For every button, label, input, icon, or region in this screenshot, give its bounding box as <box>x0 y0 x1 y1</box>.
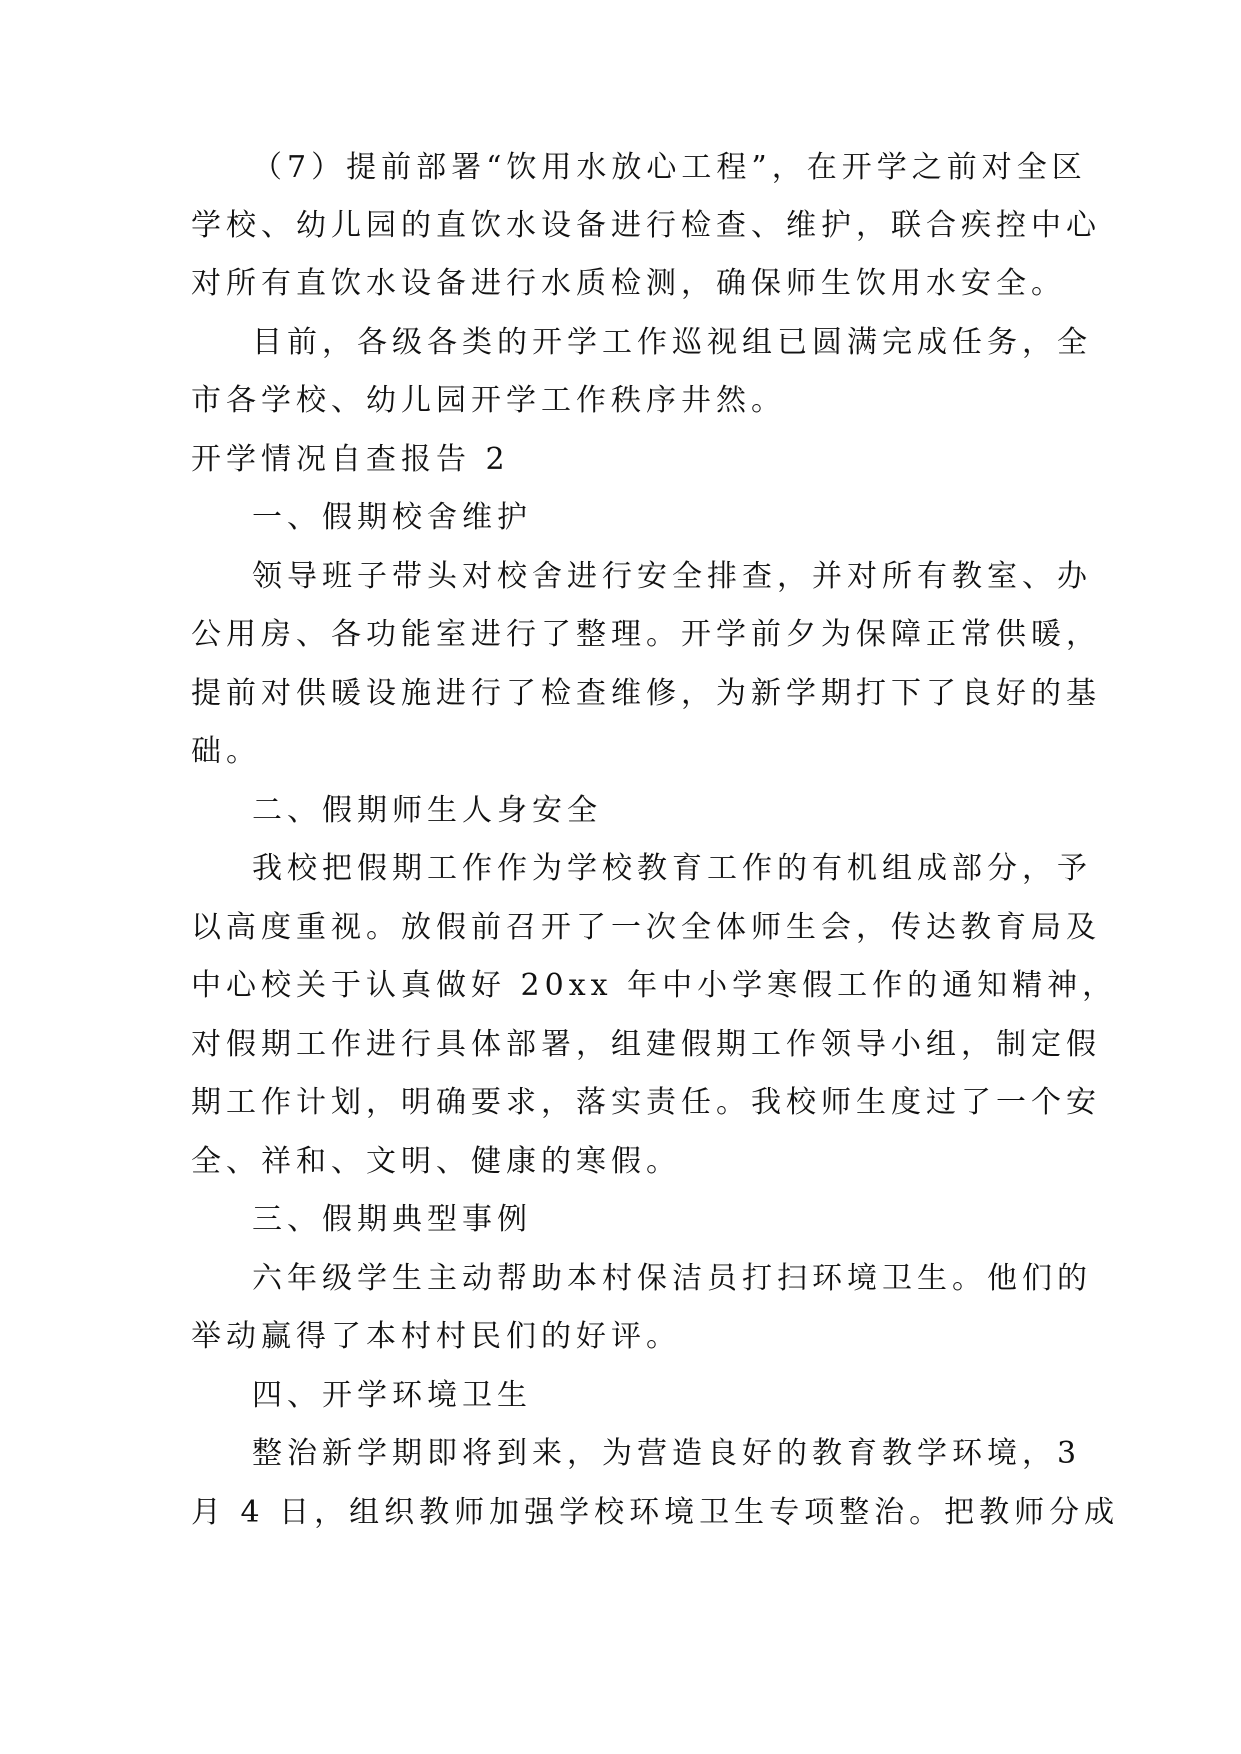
paragraph-line: 以高度重视。放假前召开了一次全体师生会，传达教育局及 <box>191 910 1101 945</box>
paragraph-line: 领导班子带头对校舍进行安全排查，并对所有教室、办 <box>252 559 1092 594</box>
section-heading: 二、假期师生人身安全 <box>252 793 602 828</box>
paragraph-line: 中心校关于认真做好 20xx 年中小学寒假工作的通知精神， <box>191 968 1118 1003</box>
paragraph-line: 对所有直饮水设备进行水质检测，确保师生饮用水安全。 <box>191 266 1066 301</box>
paragraph-line: 期工作计划，明确要求，落实责任。我校师生度过了一个安 <box>191 1085 1101 1120</box>
paragraph-line: 提前对供暖设施进行了检查维修，为新学期打下了良好的基 <box>191 676 1101 711</box>
paragraph-line: 六年级学生主动帮助本村保洁员打扫环境卫生。他们的 <box>252 1261 1092 1296</box>
paragraph-line: 全、祥和、文明、健康的寒假。 <box>191 1144 681 1179</box>
paragraph-line: 市各学校、幼儿园开学工作秩序井然。 <box>191 383 786 418</box>
section-heading: 三、假期典型事例 <box>252 1202 532 1237</box>
paragraph-line: 目前，各级各类的开学工作巡视组已圆满完成任务，全 <box>252 325 1092 360</box>
paragraph-line: 公用房、各功能室进行了整理。开学前夕为保障正常供暖， <box>191 617 1101 652</box>
paragraph-line: 我校把假期工作作为学校教育工作的有机组成部分，予 <box>252 851 1092 886</box>
paragraph-line: 对假期工作进行具体部署，组建假期工作领导小组，制定假 <box>191 1027 1101 1062</box>
paragraph-line: 础。 <box>191 734 261 769</box>
paragraph-line: 月 4 日，组织教师加强学校环境卫生专项整治。把教师分成 <box>191 1495 1120 1530</box>
paragraph-line: 举动赢得了本村村民们的好评。 <box>191 1319 681 1354</box>
section-title: 开学情况自查报告 2 <box>191 442 510 477</box>
section-heading: 一、假期校舍维护 <box>252 500 532 535</box>
paragraph-line: 整治新学期即将到来，为营造良好的教育教学环境，3 <box>252 1436 1082 1471</box>
paragraph-line: 学校、幼儿园的直饮水设备进行检查、维护，联合疾控中心 <box>191 208 1101 243</box>
paragraph-line: （7）提前部署“饮用水放心工程”，在开学之前对全区 <box>252 150 1087 185</box>
section-heading: 四、开学环境卫生 <box>252 1378 532 1413</box>
